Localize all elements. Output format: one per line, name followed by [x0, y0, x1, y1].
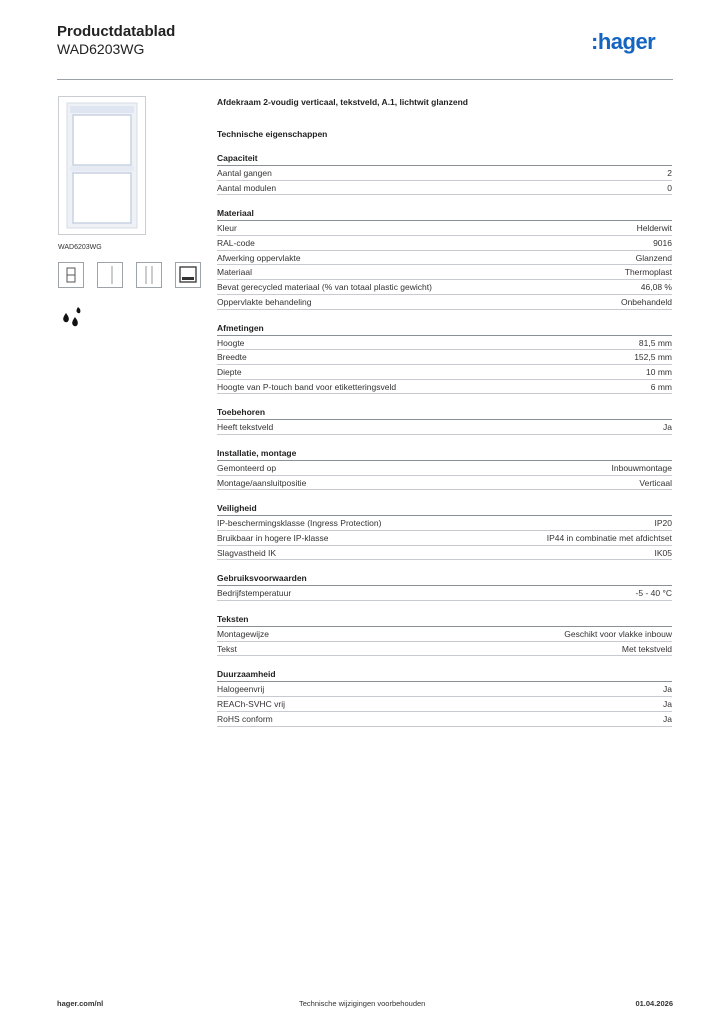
spec-label: RoHS conform: [217, 713, 273, 724]
spec-label: Aantal modulen: [217, 182, 277, 193]
spec-label: Bruikbaar in hogere IP-klasse: [217, 533, 329, 543]
spec-section: [217, 206, 672, 309]
spec-value: Helderwit: [636, 223, 672, 234]
product-image: [58, 96, 146, 235]
footer-disclaimer: Technische wijzigingen voorbehouden: [299, 999, 426, 1008]
spec-row: [217, 295, 672, 310]
double-line-icon: [136, 262, 162, 288]
spec-row: [217, 221, 672, 236]
tech-properties-title: Technische eigenschappen: [217, 129, 328, 139]
spec-value: 2: [667, 168, 672, 178]
spec-row: [217, 531, 672, 546]
spec-section: [217, 321, 672, 395]
spec-value: 6 mm: [650, 381, 672, 392]
spec-section: [217, 446, 672, 490]
spec-row: [217, 642, 672, 657]
spec-label: IP-beschermingsklasse (Ingress Protection): [217, 518, 382, 529]
spec-value: Verticaal: [639, 477, 672, 488]
spec-value: Met tekstveld: [621, 643, 672, 654]
spec-row: [217, 476, 672, 491]
spec-value: Glanzend: [635, 252, 672, 263]
spec-value: 46,08 %: [640, 282, 672, 293]
spec-value: IK05: [654, 547, 672, 558]
spec-label: Diepte: [217, 366, 242, 377]
spec-label: Materiaal: [217, 267, 252, 278]
spec-label: Montagewijze: [217, 629, 269, 640]
label-field-icon: [175, 262, 201, 288]
header-divider: [57, 79, 673, 80]
spec-value: Ja: [663, 422, 672, 433]
spec-content: [217, 95, 672, 727]
spec-value: IP20: [654, 518, 672, 529]
spec-label: Breedte: [217, 352, 247, 363]
spec-label: RAL-code: [217, 238, 255, 249]
spec-row: [217, 586, 672, 601]
spec-row: [217, 682, 672, 697]
spec-value: Geschikt voor vlakke inbouw: [564, 629, 672, 640]
spec-row: [217, 420, 672, 435]
spec-value: 9016: [653, 238, 672, 249]
spec-section: [217, 501, 672, 560]
water-drops-icon: [58, 301, 88, 331]
section-title: Duurzaamheid: [217, 667, 672, 682]
spec-value: Ja: [663, 699, 672, 710]
section-title: Teksten: [217, 612, 672, 627]
footer-website[interactable]: hager.com/nl: [57, 999, 104, 1008]
spec-row: [217, 712, 672, 727]
spec-value: -5 - 40 °C: [635, 588, 672, 599]
spec-label: Halogeenvrij: [217, 684, 265, 695]
spec-value: Thermoplast: [624, 267, 672, 278]
spec-label: Hoogte: [217, 337, 245, 348]
narrow-frame-icon: [97, 262, 123, 288]
spec-label: Hoogte van P-touch band voor etiketteringsveld: [217, 381, 397, 392]
section-title: Veiligheid: [217, 501, 672, 516]
spec-row: [217, 166, 672, 181]
spec-row: [217, 251, 672, 266]
spec-row: [217, 350, 672, 365]
spec-label: Aantal gangen: [217, 168, 272, 178]
product-description: Afdekraam 2-voudig verticaal, tekstveld, A.1, lichtwit glanzend: [217, 97, 468, 107]
spec-value: Ja: [663, 713, 672, 724]
spec-label: Montage/aansluitpositie: [217, 477, 307, 488]
spec-label: Slagvastheid IK: [217, 547, 277, 558]
spec-value: 10 mm: [646, 366, 672, 377]
section-title: Installatie, montage: [217, 446, 672, 461]
page-title: Productdatablad: [57, 23, 176, 40]
rocker-switch-icon: [58, 262, 84, 288]
spec-row: [217, 461, 672, 476]
spec-label: Afwerking oppervlakte: [217, 252, 301, 263]
spec-label: Oppervlakte behandeling: [217, 296, 312, 307]
hager-logo: [591, 29, 675, 55]
frame-illustration: [59, 97, 145, 234]
hager-logo-text: :hager: [591, 29, 656, 54]
spec-row: [217, 380, 672, 395]
spec-label: Heeft tekstveld: [217, 422, 274, 433]
spec-label: Tekst: [217, 643, 237, 654]
spec-value: 152,5 mm: [634, 352, 672, 363]
section-title: Toebehoren: [217, 405, 672, 420]
spec-row: [217, 546, 672, 561]
spec-row: [217, 280, 672, 295]
spec-label: Kleur: [217, 223, 237, 234]
spec-row: [217, 627, 672, 642]
spec-section: [217, 612, 672, 656]
product-code: WAD6203WG: [57, 41, 145, 57]
spec-row: [217, 516, 672, 531]
spec-section: [217, 571, 672, 601]
spec-row: [217, 236, 672, 251]
spec-value: Ja: [663, 684, 672, 695]
spec-value: Inbouwmontage: [611, 462, 672, 473]
spec-value: Onbehandeld: [620, 296, 672, 307]
spec-section: [217, 151, 672, 195]
spec-row: [217, 265, 672, 280]
spec-label: Bedrijfstemperatuur: [217, 588, 292, 599]
spec-label: REACh-SVHC vrij: [217, 699, 286, 710]
spec-value: 0: [667, 182, 672, 193]
spec-row: [217, 697, 672, 712]
section-title: Afmetingen: [217, 321, 672, 336]
section-title: Gebruiksvoorwaarden: [217, 571, 672, 586]
image-caption: WAD6203WG: [58, 244, 102, 251]
spec-section: [217, 405, 672, 435]
spec-row: [217, 336, 672, 351]
spec-sections: [217, 151, 672, 727]
spec-label: Bevat gerecycled materiaal (% van totaal plastic gewicht): [217, 282, 432, 293]
spec-row: [217, 365, 672, 380]
spec-value: IP44 in combinatie met afdichtset: [546, 533, 672, 543]
spec-value: 81,5 mm: [638, 337, 672, 348]
section-title: Materiaal: [217, 206, 672, 221]
spec-label: Gemonteerd op: [217, 462, 277, 473]
section-title: Capaciteit: [217, 151, 672, 166]
footer-date: 01.04.2026: [635, 999, 673, 1008]
spec-section: [217, 667, 672, 726]
spec-row: [217, 181, 672, 196]
